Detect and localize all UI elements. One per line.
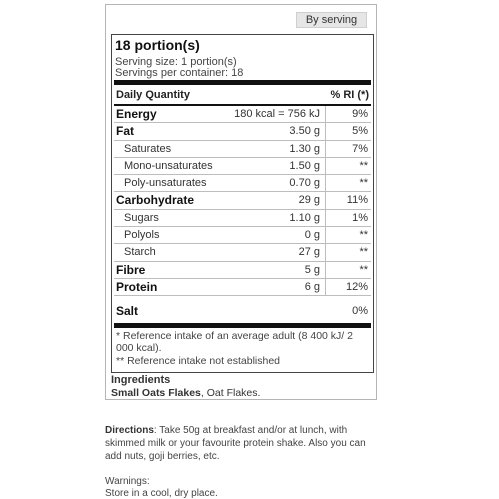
nutrient-ri: ** bbox=[359, 229, 368, 242]
by-serving-button[interactable]: By serving bbox=[296, 12, 367, 28]
nutrient-name: Starch bbox=[124, 246, 156, 259]
column-daily-quantity: Daily Quantity bbox=[116, 89, 190, 101]
nutrient-ri: ** bbox=[359, 263, 368, 276]
table-header bbox=[114, 86, 371, 106]
column-divider bbox=[325, 141, 326, 157]
nutrient-row-sugars bbox=[114, 210, 371, 227]
nutrient-value: 5 g bbox=[304, 263, 320, 276]
nutrient-row-starch bbox=[114, 244, 371, 261]
nutrient-name: Carbohydrate bbox=[116, 193, 195, 208]
ingredient-rest: , Oat Flakes. bbox=[200, 387, 261, 399]
column-divider bbox=[325, 123, 326, 139]
nutrient-row-saturates bbox=[114, 141, 371, 158]
nutrient-name: Fat bbox=[116, 124, 134, 139]
nutrient-value: 1.10 g bbox=[289, 211, 320, 224]
nutrient-row-energy bbox=[114, 106, 371, 123]
nutrient-value: 0.70 g bbox=[289, 177, 320, 190]
directions-label: Directions bbox=[105, 425, 154, 436]
nutrient-ri: 7% bbox=[352, 142, 368, 155]
column-divider bbox=[325, 106, 326, 122]
directions-text bbox=[105, 424, 385, 463]
nutrient-ri: ** bbox=[359, 177, 368, 190]
divider-bar bbox=[114, 323, 371, 328]
directions-body: : Take 50g at breakfast and/or at lunch, with skimmed milk or your favourite protein shake. Also you can add nuts, goji berries, etc. bbox=[105, 425, 366, 462]
nutrient-name: Mono-unsaturates bbox=[124, 159, 213, 172]
nutrient-row-salt bbox=[114, 302, 371, 321]
nutrient-ri: 5% bbox=[352, 125, 368, 138]
nutrient-value: 3.50 g bbox=[289, 125, 320, 138]
column-divider bbox=[325, 192, 326, 208]
nutrient-value: 0 g bbox=[304, 229, 320, 242]
ingredient-highlight: Small Oats Flakes bbox=[111, 387, 201, 399]
nutrient-rows bbox=[114, 106, 371, 296]
serving-size: Serving size: 1 portion(s) bbox=[115, 56, 237, 68]
nutrient-name: Saturates bbox=[124, 142, 172, 155]
ingredients-text bbox=[111, 387, 260, 399]
nutrient-row-fibre bbox=[114, 262, 371, 279]
column-divider bbox=[325, 279, 326, 295]
column-divider bbox=[325, 158, 326, 174]
column-ri: % RI (*) bbox=[330, 89, 369, 101]
nutrient-ri: 9% bbox=[352, 108, 368, 120]
nutrient-ri: 11% bbox=[346, 194, 368, 207]
nutrient-ri: ** bbox=[359, 246, 368, 259]
nutrient-row-mono-unsaturates bbox=[114, 158, 371, 175]
nutrient-name: Sugars bbox=[124, 211, 159, 224]
warnings-text: Store in a cool, dry place. bbox=[105, 488, 218, 499]
nutrient-row-fat bbox=[114, 123, 371, 140]
nutrient-value: 1.50 g bbox=[289, 159, 320, 172]
nutrient-value: 1.30 g bbox=[289, 142, 320, 155]
nutrient-ri: 1% bbox=[352, 211, 368, 224]
nutrition-label bbox=[111, 34, 374, 373]
warnings-title: Warnings: bbox=[105, 476, 150, 487]
nutrient-name: Poly-unsaturates bbox=[124, 177, 207, 190]
footnote-reference-intake: * Reference intake of an average adult (8 400 kJ/ 2 000 kcal). bbox=[116, 330, 353, 354]
nutrient-name: Protein bbox=[116, 279, 158, 294]
nutrient-ri: 0% bbox=[352, 305, 368, 317]
nutrient-row-polyols bbox=[114, 227, 371, 244]
nutrient-value: 6 g bbox=[304, 280, 320, 293]
column-divider bbox=[325, 244, 326, 260]
nutrient-name: Energy bbox=[116, 107, 157, 121]
nutrient-row-carbohydrate bbox=[114, 192, 371, 209]
nutrient-name: Fibre bbox=[116, 262, 146, 277]
nutrient-value: 27 g bbox=[298, 246, 320, 259]
nutrient-row-poly-unsaturates bbox=[114, 175, 371, 192]
nutrient-value: 29 g bbox=[298, 194, 320, 207]
nutrient-name: Salt bbox=[116, 304, 139, 318]
nutrient-ri: 12% bbox=[345, 280, 368, 293]
column-divider bbox=[325, 262, 326, 278]
nutrient-row-protein bbox=[114, 279, 371, 296]
column-divider bbox=[325, 227, 326, 243]
servings-per-container: Servings per container: 18 bbox=[115, 67, 244, 79]
nutrient-ri: ** bbox=[359, 159, 368, 172]
nutrient-value: 180 kcal = 756 kJ bbox=[234, 108, 320, 120]
footnote-not-established: ** Reference intake not established bbox=[116, 355, 281, 367]
column-divider bbox=[325, 210, 326, 226]
divider-bar bbox=[114, 80, 371, 85]
nutrient-name: Polyols bbox=[124, 229, 160, 242]
ingredients-title: Ingredients bbox=[111, 374, 171, 386]
portions-title: 18 portion(s) bbox=[115, 37, 200, 53]
column-divider bbox=[325, 175, 326, 191]
nutrition-panel bbox=[105, 4, 377, 400]
